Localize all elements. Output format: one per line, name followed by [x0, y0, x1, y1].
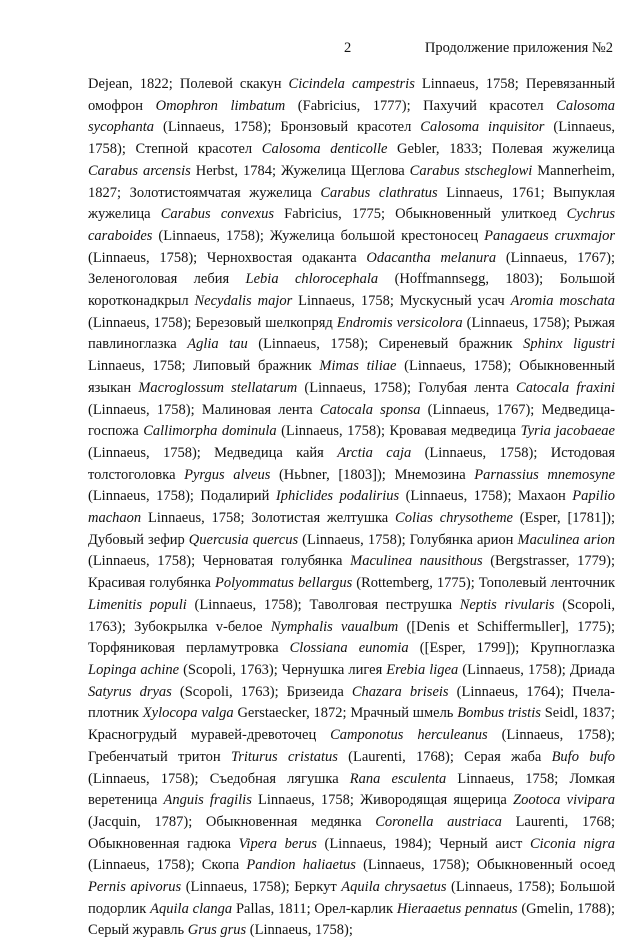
- text-segment: Laurenti, 1768; Обыкновенная гадюка: [88, 813, 615, 852]
- latin-species-name: Catocala sponsa: [319, 401, 421, 418]
- appendix-continuation-title: Продолжение приложения №2: [424, 40, 613, 56]
- text-segment: (Linnaeus, 1767); Зеленоголовая лебия: [88, 249, 616, 288]
- text-segment: Herbst, 1784; Жужелица Щеглова: [190, 162, 410, 179]
- latin-species-name: Lopinga achine: [88, 661, 180, 678]
- text-segment: (Linnaeus, 1758); Жужелица большой крестоносец: [152, 227, 485, 244]
- latin-species-name: Iphiclides podalirius: [275, 488, 400, 505]
- latin-species-name: Nymphalis vaualbum: [270, 618, 399, 635]
- text-segment: (Jacquin, 1787); Обыкновенная медянка: [88, 813, 376, 830]
- text-segment: (Linnaeus, 1758); Малиновая лента: [88, 401, 320, 418]
- latin-species-name: Xylocopa valga: [142, 705, 234, 722]
- latin-species-name: Necydalis major: [194, 293, 293, 310]
- text-segment: (Hьbner, [1803]); Мнемозина: [270, 466, 475, 483]
- latin-species-name: Neptis rivularis: [459, 596, 555, 613]
- text-segment: (Linnaeus, 1758); Таволговая пеструшка: [186, 596, 460, 613]
- latin-species-name: Bufo bufo: [551, 748, 615, 765]
- text-segment: Linnaeus, 1758; Липовый бражник: [88, 358, 320, 375]
- text-segment: (Linnaeus, 1758); Обыкновенный осоед: [355, 857, 615, 874]
- text-segment: Gebler, 1833; Полевая жужелица: [387, 141, 615, 158]
- text-segment: ([Denis et Schiffermьller], 1775); Торфяниковая перламутровка: [88, 618, 616, 657]
- text-segment: (Rottemberg, 1775); Тополевый ленточник: [352, 575, 615, 592]
- text-segment: (Linnaeus, 1758); Чернохвостая одаканта: [88, 249, 367, 266]
- text-segment: (Linnaeus, 1758); Кровавая медведица: [276, 423, 521, 440]
- latin-species-name: Erebia ligea: [386, 661, 459, 678]
- latin-species-name: Triturus cristatus: [230, 748, 338, 765]
- latin-species-name: Sphinx ligustri: [523, 336, 615, 353]
- latin-species-name: Satyrus dryas: [88, 683, 172, 700]
- text-segment: ([Esper, 1799]); Крупноглазка: [408, 640, 615, 657]
- latin-species-name: Aquila clanga: [150, 900, 233, 917]
- latin-species-name: Vipera berus: [238, 835, 317, 852]
- latin-species-name: Tyria jacobaeae: [520, 423, 615, 440]
- latin-species-name: Limenitis populi: [88, 596, 187, 613]
- latin-species-name: Quercusia quercus: [188, 531, 299, 548]
- text-segment: (Laurenti, 1768); Серая жаба: [337, 748, 552, 765]
- latin-species-name: Aglia tau: [187, 336, 248, 353]
- text-segment: Linnaeus, 1758; Мускусный усач: [292, 293, 511, 310]
- latin-species-name: Cicindela campestris: [288, 76, 415, 92]
- text-segment: Dejean, 1822; Полевой скакун: [88, 76, 289, 92]
- text-segment: (Linnaeus, 1758); Беркут: [181, 879, 342, 896]
- text-segment: (Linnaeus, 1758); Гребенчатый тритон: [88, 727, 615, 765]
- text-segment: (Scopoli, 1763); Бризеида: [171, 683, 352, 700]
- text-segment: (Linnaeus, 1767); Медведица-госпожа: [88, 401, 615, 440]
- text-segment: (Linnaeus, 1758); Съедобная лягушка: [88, 770, 350, 787]
- latin-species-name: Calosoma inquisitor: [420, 119, 545, 136]
- text-segment: Pallas, 1811; Орел-карлик: [232, 900, 397, 917]
- page-header: [0, 40, 640, 64]
- text-segment: Fabricius, 1775; Обыкновенный улиткоед: [274, 206, 567, 223]
- text-segment: Linnaeus, 1758; Золотистая желтушка: [141, 510, 396, 527]
- latin-species-name: Calosoma denticolle: [261, 141, 388, 158]
- text-segment: (Linnaeus, 1758); Махаон: [399, 488, 573, 505]
- latin-species-name: Panagaeus cruxmajor: [484, 227, 615, 244]
- text-segment: (Linnaeus, 1758); Истодовая толстоголовка: [88, 444, 615, 483]
- species-list-paragraph: [88, 74, 615, 942]
- text-segment: (Linnaeus, 1758); Черноватая голубянка: [88, 553, 351, 570]
- text-segment: (Linnaeus, 1984); Черный аист: [316, 835, 530, 852]
- latin-species-name: Omophron limbatum: [155, 97, 286, 114]
- text-segment: (Linnaeus, 1758);: [246, 922, 353, 939]
- latin-species-name: Lebia chlorocephala: [245, 271, 379, 288]
- text-segment: (Linnaeus, 1758); Бронзовый красотел: [154, 119, 421, 136]
- text-segment: Mannerheim, 1827; Золотистоямчатая жужелица: [88, 162, 615, 201]
- text-segment: (Linnaeus, 1758); Березовый шелкопряд: [88, 314, 337, 331]
- text-segment: (Linnaeus, 1758); Дриада: [458, 661, 615, 678]
- text-segment: (Gmelin, 1788); Серый журавль: [88, 900, 615, 939]
- latin-species-name: Parnassius mnemosyne: [474, 466, 616, 483]
- latin-species-name: Bombus tristis: [457, 705, 541, 722]
- latin-species-name: Endromis versicolora: [336, 314, 463, 331]
- text-segment: (Linnaeus, 1758); Обыкновенный языкан: [88, 358, 616, 396]
- latin-species-name: Arctia caja: [337, 444, 412, 461]
- text-segment: (Linnaeus, 1758); Рыжая павлиноглазка: [88, 314, 615, 353]
- text-segment: Linnaeus, 1758; Живородящая ящерица: [251, 792, 513, 809]
- latin-species-name: Cychrus caraboides: [88, 206, 616, 244]
- latin-species-name: Pandion haliaetus: [246, 857, 356, 874]
- text-segment: (Linnaeus, 1758); Голубая лента: [297, 379, 516, 396]
- latin-species-name: Aquila chrysaetus: [341, 879, 447, 896]
- text-segment: (Hoffmannsegg, 1803); Большой коротконадкрыл: [88, 271, 615, 310]
- latin-species-name: Papilio machaon: [88, 488, 615, 527]
- latin-species-name: Pernis apivorus: [88, 879, 182, 896]
- text-segment: (Linnaeus, 1758); Скопа: [88, 857, 247, 874]
- text-segment: (Linnaeus, 1758); Степной красотел: [88, 119, 615, 158]
- latin-species-name: Grus grus: [187, 922, 247, 939]
- text-segment: (Linnaeus, 1758); Голубянка арион: [298, 531, 518, 548]
- latin-species-name: Clossiana eunomia: [289, 640, 409, 657]
- text-segment: (Bergstrasser, 1779); Красивая голубянка: [88, 553, 616, 592]
- latin-species-name: Calosoma sycophanta: [88, 97, 615, 136]
- text-segment: (Linnaeus, 1758); Большой подорлик: [88, 879, 615, 917]
- latin-species-name: Maculinea nausithous: [350, 553, 483, 570]
- latin-species-name: Maculinea arion: [517, 531, 615, 548]
- latin-species-name: Odacantha melanura: [366, 249, 497, 266]
- text-segment: (Linnaeus, 1764); Пчела-плотник: [88, 683, 615, 722]
- latin-species-name: Callimorpha dominula: [143, 423, 277, 440]
- latin-species-name: Mimas tiliae: [319, 358, 397, 375]
- text-segment: (Scopoli, 1763); Чернушка лигея: [179, 661, 387, 678]
- text-segment: (Fabricius, 1777); Пахучий красотел: [285, 97, 557, 114]
- text-segment: Linnaeus, 1758; Перевязанный омофрон: [88, 76, 615, 114]
- latin-species-name: Ciconia nigra: [529, 835, 615, 852]
- text-segment: Linnaeus, 1758; Ломкая веретеница: [88, 770, 615, 809]
- latin-species-name: Coronella austriaca: [375, 813, 502, 830]
- latin-species-name: Colias chrysotheme: [395, 510, 513, 527]
- text-segment: (Scopoli, 1763); Зубокрылка v-белое: [88, 596, 615, 635]
- latin-species-name: Hieraaetus pennatus: [396, 900, 518, 917]
- page-number: 2: [344, 40, 352, 56]
- latin-species-name: Catocala fraxini: [515, 379, 615, 396]
- text-segment: (Esper, [1781]); Дубовый зефир: [88, 510, 615, 548]
- latin-species-name: Macroglossum stellatarum: [138, 379, 298, 396]
- text-segment: (Linnaeus, 1758); Медведица кайя: [88, 444, 338, 461]
- latin-species-name: Carabus stscheglowi: [409, 162, 533, 179]
- text-segment: Gerstaecker, 1872; Мрачный шмель: [233, 705, 458, 722]
- text-segment: Linnaeus, 1761; Выпуклая жужелица: [88, 184, 615, 223]
- latin-species-name: Carabus clathratus: [320, 184, 438, 201]
- text-segment: (Linnaeus, 1758); Подалирий: [88, 488, 276, 505]
- text-segment: (Linnaeus, 1758); Сиреневый бражник: [247, 336, 524, 353]
- latin-species-name: Carabus convexus: [160, 206, 274, 223]
- latin-species-name: Rana esculenta: [349, 770, 447, 787]
- latin-species-name: Anguis fragilis: [163, 792, 252, 809]
- latin-species-name: Polyommatus bellargus: [215, 575, 353, 592]
- text-segment: Seidl, 1837; Красногрудый муравей-древоточец: [88, 705, 616, 744]
- latin-species-name: Carabus arcensis: [88, 162, 191, 179]
- latin-species-name: Zootoca vivipara: [513, 792, 615, 809]
- latin-species-name: Camponotus herculeanus: [330, 727, 488, 744]
- latin-species-name: Pyrgus alveus: [184, 466, 271, 483]
- latin-species-name: Aromia moschata: [510, 293, 616, 310]
- latin-species-name: Chazara briseis: [351, 683, 449, 700]
